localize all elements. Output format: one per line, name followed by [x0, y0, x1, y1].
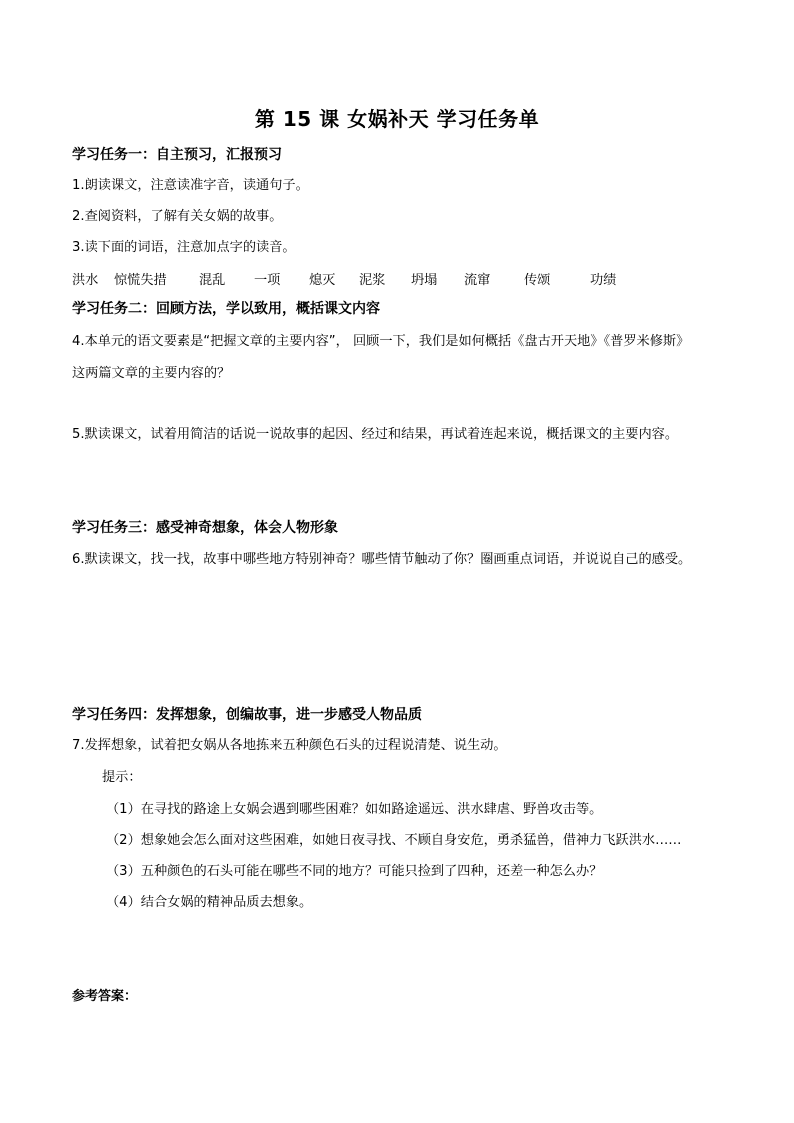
task4-hint-1: （1）在寻找的路途上女娲会遇到哪些困难？如如路途遥远、洪水肆虐、野兽攻击等。	[106, 802, 603, 817]
vocab-word: 流窜	[464, 273, 491, 288]
task1-item-3: 3.读下面的词语，注意加点字的读音。	[72, 240, 296, 255]
task4-hint-2: （2）想象她会怎么面对这些困难，如她日夜寻找、不顾自身安危，勇杀猛兽，借神力飞跃洪水……	[106, 833, 682, 848]
vocab-word: 洪水	[72, 273, 99, 288]
task4-hint-label: 提示：	[102, 770, 142, 785]
vocab-word: 惊慌失措	[114, 273, 167, 288]
task1-heading: 学习任务一：自主预习，汇报预习	[72, 147, 282, 163]
task4-hint-3: （3）五种颜色的石头可能在哪些不同的地方？可能只捡到了四种，还差一种怎么办？	[106, 864, 603, 879]
task2-q5: 5.默读课文，试着用简洁的话说一说故事的起因、经过和结果，再试着连起来说，概括课文的主要内容。	[72, 427, 679, 442]
task2-q4-line2: 这两篇文章的主要内容的？	[72, 366, 231, 381]
task2-q4-line1: 4.本单元的语文要素是“把握文章的主要内容”， 回顾一下，我们是如何概括《盘古开天地》《普罗米修斯》	[72, 334, 690, 349]
task3-q6: 6.默读课文，找一找，故事中哪些地方特别神奇？哪些情节触动了你？圈画重点词语，并说说自己的感受。	[72, 552, 692, 567]
task4-q7: 7.发挥想象，试着把女娲从各地拣来五种颜色石头的过程说清楚、说生动。	[72, 738, 507, 753]
task4-heading: 学习任务四：发挥想象，创编故事，进一步感受人物品质	[72, 707, 422, 723]
vocab-word: 泥浆	[359, 273, 386, 288]
vocab-word: 坍塌	[411, 273, 438, 288]
answers-label: 参考答案：	[72, 989, 138, 1004]
vocab-word: 传颂	[524, 273, 551, 288]
task1-item-2: 2.查阅资料，了解有关女娲的故事。	[72, 209, 283, 224]
task3-heading: 学习任务三：感受神奇想象，体会人物形象	[72, 520, 338, 536]
page-title: 第 15 课 女娲补天 学习任务单	[254, 107, 540, 131]
vocab-word: 一项	[254, 273, 281, 288]
task1-item-1: 1.朗读课文，注意读准字音，读通句子。	[72, 178, 309, 193]
task4-hint-4: （4）结合女娲的精神品质去想象。	[106, 895, 313, 910]
vocab-word: 熄灭	[309, 273, 336, 288]
vocab-word: 混乱	[199, 273, 226, 288]
task2-heading: 学习任务二：回顾方法，学以致用，概括课文内容	[72, 301, 380, 317]
vocab-word: 功绩	[590, 273, 617, 288]
